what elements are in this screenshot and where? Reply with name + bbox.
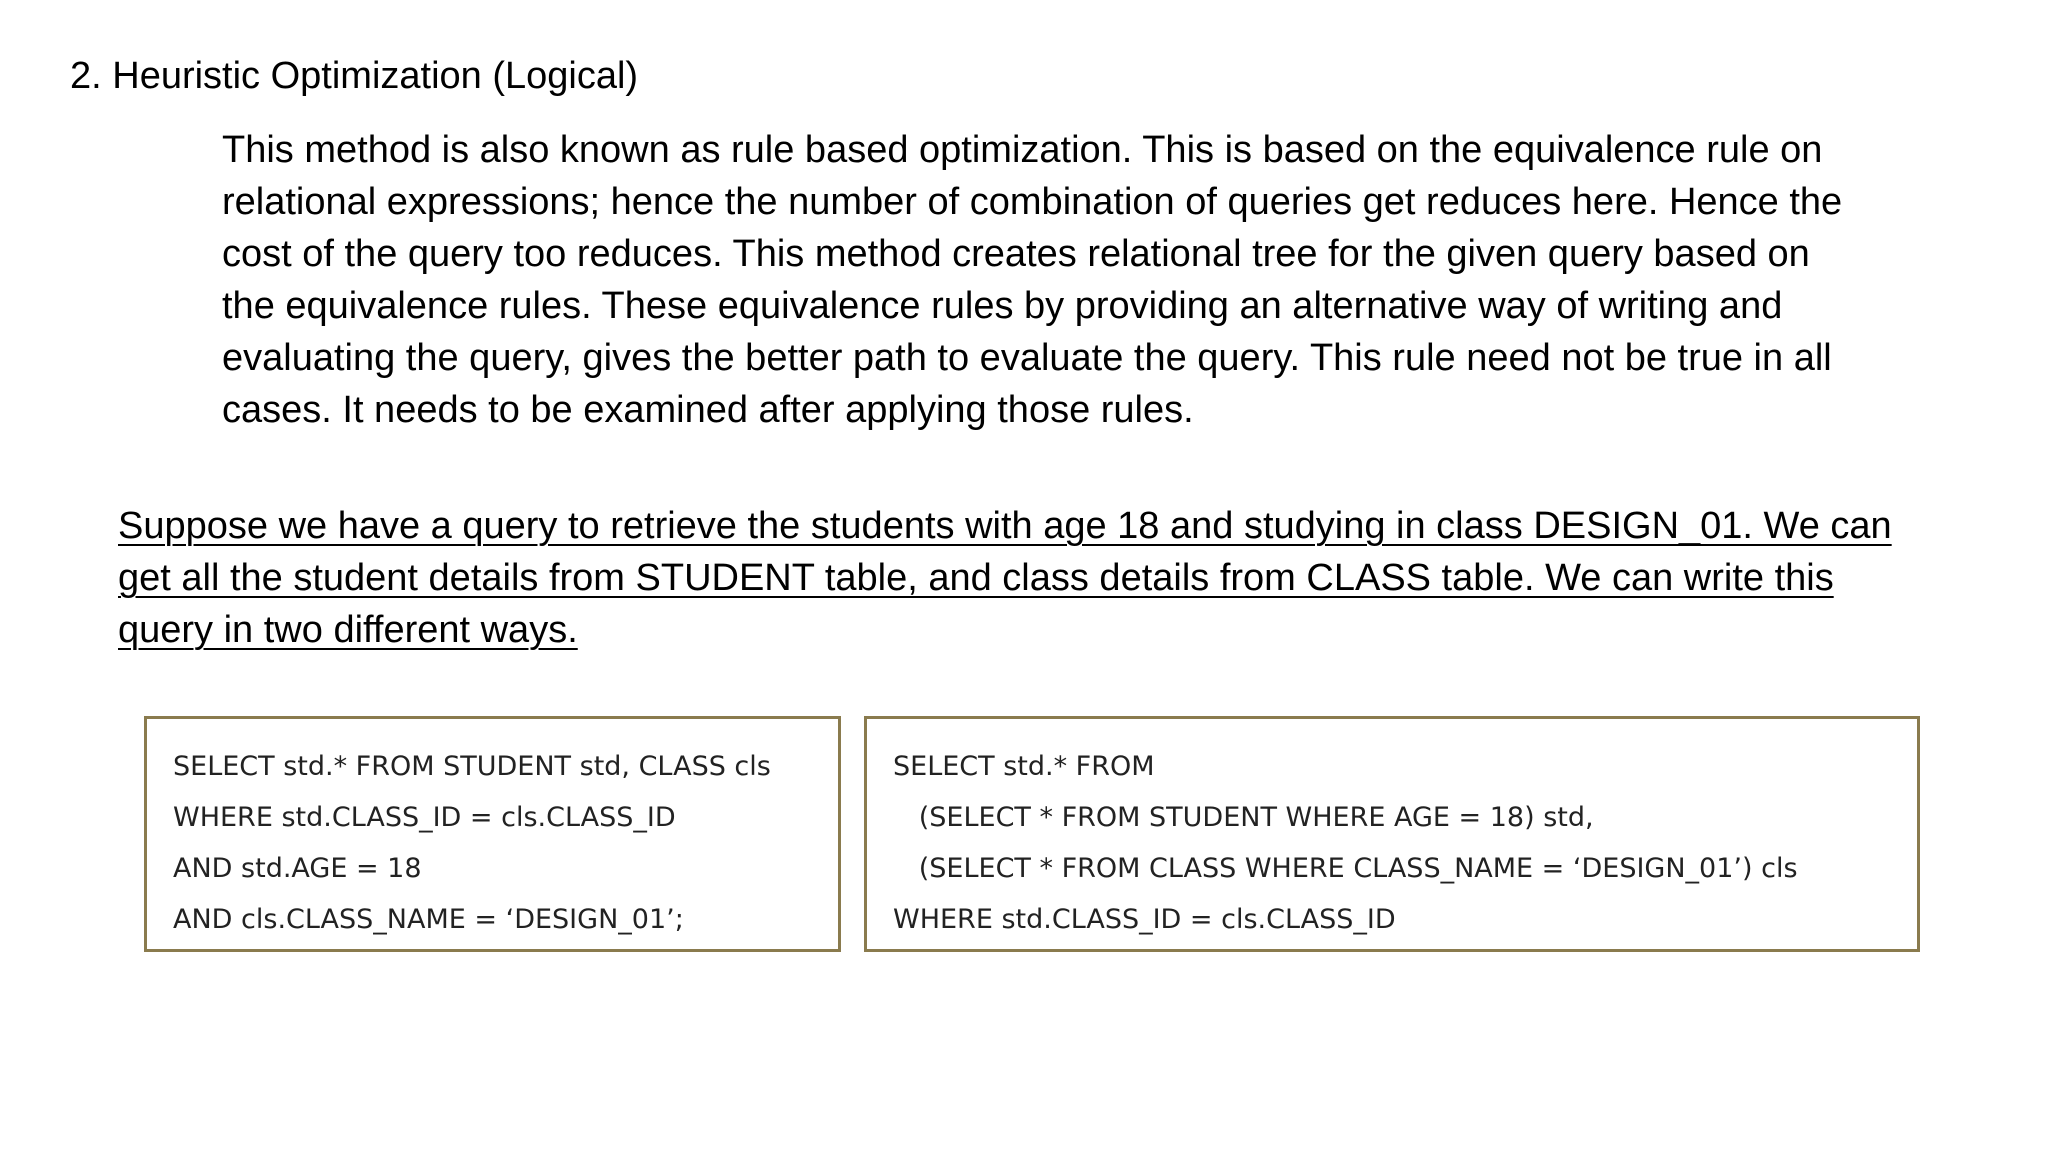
- description-line: the equivalence rules. These equivalence rules by providing an alternative way of writing and: [222, 285, 1783, 327]
- description-line: relational expressions; hence the number of combination of queries get reduces here. Hence the: [222, 181, 1843, 223]
- example-line: get all the student details from STUDENT table, and class details from CLASS table. We can write this: [118, 557, 1834, 599]
- description-paragraph: [222, 124, 1952, 436]
- description-line: This method is also known as rule based optimization. This is based on the equivalence rule on: [222, 129, 1823, 171]
- example-line: query in two different ways.: [118, 609, 578, 651]
- query2-line: WHERE std.CLASS_ID = cls.CLASS_ID: [893, 904, 1396, 935]
- description-line: cases. It needs to be examined after applying those rules.: [222, 389, 1194, 431]
- section-heading: 2. Heuristic Optimization (Logical): [70, 55, 639, 97]
- query1-line: WHERE std.CLASS_ID = cls.CLASS_ID: [173, 802, 676, 833]
- query1-line: SELECT std.* FROM STUDENT std, CLASS cls: [173, 751, 771, 782]
- query-box-2: [864, 716, 1920, 952]
- query-box-1: [144, 716, 841, 952]
- example-paragraph: [118, 500, 1948, 656]
- example-line: Suppose we have a query to retrieve the students with age 18 and studying in class DESIGN_01. We can: [118, 505, 1892, 547]
- description-line: cost of the query too reduces. This method creates relational tree for the given query based on: [222, 233, 1810, 275]
- query1-line: AND cls.CLASS_NAME = ‘DESIGN_01’;: [173, 904, 684, 935]
- query2-line: (SELECT * FROM CLASS WHERE CLASS_NAME = ‘DESIGN_01’) cls: [893, 853, 1798, 884]
- query2-line: SELECT std.* FROM: [893, 751, 1155, 782]
- description-line: evaluating the query, gives the better path to evaluate the query. This rule need not be true in all: [222, 337, 1832, 379]
- query2-line: (SELECT * FROM STUDENT WHERE AGE = 18) std,: [893, 802, 1594, 833]
- query1-line: AND std.AGE = 18: [173, 853, 422, 884]
